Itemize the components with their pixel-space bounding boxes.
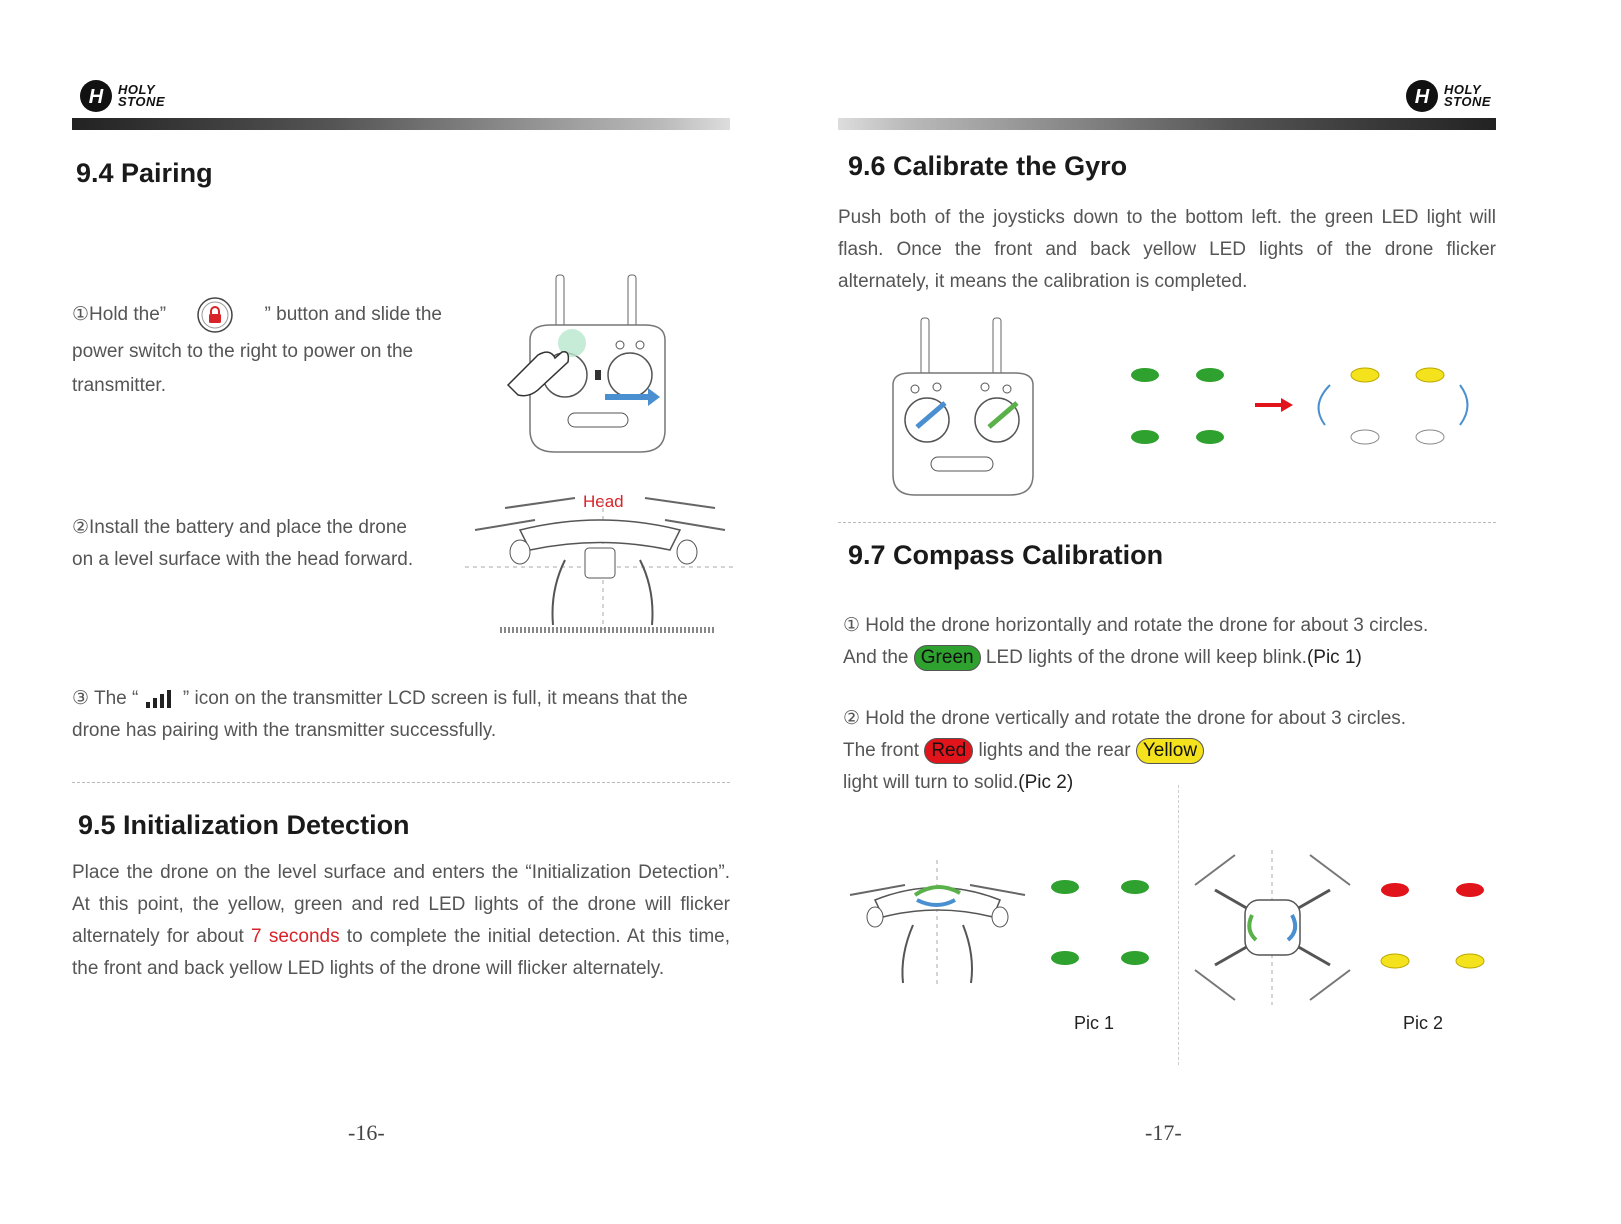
signal-bars-icon — [144, 689, 178, 709]
page-number-left: -16- — [348, 1120, 385, 1145]
section-title-compass: 9.7 Compass Calibration — [848, 540, 1164, 570]
section-title-pairing: 9.4 Pairing — [76, 158, 213, 188]
green-label: Green — [914, 645, 981, 671]
red-label: Red — [924, 738, 973, 764]
brand-wordmark: HOLY STONE — [118, 82, 166, 109]
brand-logo-right — [1404, 78, 1491, 114]
pairing-step-1: ①Hold the” ” button and slide the power switch to the right to power on the transmitter. — [72, 295, 442, 403]
pic1-led-diagram — [1035, 865, 1165, 975]
compass-step-1: ① Hold the drone horizontally and rotate the drone for about 3 circles. And the Green LED lights of the drone will keep blink.(Pic 1) — [843, 610, 1503, 674]
led-green-fl — [1131, 368, 1159, 382]
header-bar-right — [838, 118, 1496, 130]
yellow-label: Yellow — [1136, 738, 1204, 764]
pic2-caption: Pic 2 — [1403, 1013, 1444, 1033]
header-bar-left — [72, 118, 730, 130]
pairing-step-3: ③ The “ ” icon on the transmitter LCD screen is full, it means that the drone has pairing with the transmitter successfully. — [72, 688, 688, 741]
svg-text:H: H — [1414, 86, 1430, 108]
drone-vertical-rotate-illustration — [1190, 845, 1355, 1010]
gyro-paragraph: Push both of the joysticks down to the bottom left. the green LED light will flash. Once the front and back yellow LED lights of the drone flicker alternately, it means the calibration is completed. — [838, 207, 1496, 292]
compass-step-2: ② Hold the drone vertically and rotate the drone for about 3 circles. The front Red lights and the rear Yellow light will turn to solid.(Pic 2) — [843, 708, 1407, 793]
led-green-rr — [1196, 430, 1224, 444]
drone-horizontal-rotate-illustration — [845, 855, 1030, 990]
section-divider-right — [838, 522, 1496, 523]
head-label: Head — [583, 492, 624, 511]
lock-button-icon — [195, 295, 235, 335]
section-divider-left — [72, 782, 730, 783]
section-title-gyro: 9.6 Calibrate the Gyro — [848, 151, 1128, 181]
brand-wordmark: HOLY STONE — [1444, 82, 1492, 109]
page-number-right: -17- — [1145, 1120, 1182, 1145]
transmitter-power-on-illustration — [500, 270, 675, 460]
initialization-paragraph: Place the drone on the level surface and enters the “Initialization Detection”. At this point, the yellow, green and red LED lights of the drone will flicker alternately for about 7 seconds to complete the initial detection. At this time, the front and back yellow LED lights of the drone will flicker alternately. — [72, 862, 730, 979]
drone-head-forward-illustration — [465, 490, 735, 640]
pic2-led-diagram — [1365, 870, 1500, 980]
section-title-initialization: 9.5 Initialization Detection — [78, 810, 410, 840]
pairing-step-2: ②Install the battery and place the drone on a level surface with the head forward. — [72, 517, 414, 570]
holy-stone-logo-icon — [78, 78, 114, 114]
svg-text:H: H — [88, 86, 104, 108]
pic1-caption: Pic 1 — [1074, 1013, 1115, 1033]
pic-divider — [1178, 785, 1179, 1065]
led-green-rl — [1131, 430, 1159, 444]
brand-logo-left — [78, 78, 165, 114]
led-green-fr — [1196, 368, 1224, 382]
holy-stone-logo-icon — [1404, 78, 1440, 114]
gyro-led-diagram — [1115, 355, 1495, 465]
transmitter-joysticks-illustration — [885, 315, 1045, 505]
